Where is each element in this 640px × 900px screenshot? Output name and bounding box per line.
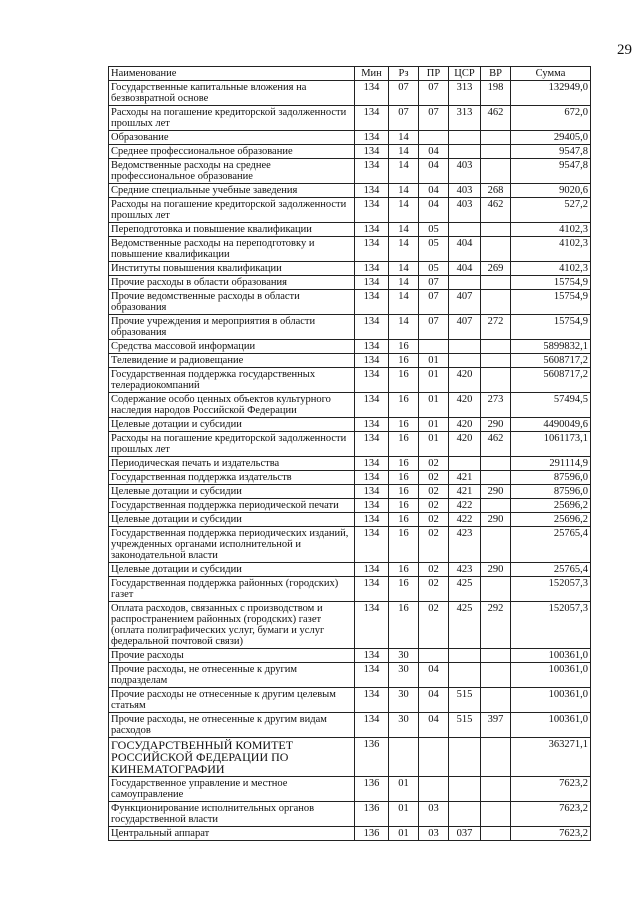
table-row <box>109 340 591 354</box>
cell-pr <box>419 649 449 663</box>
cell-pr: 02 <box>419 527 449 563</box>
table-row <box>109 81 591 106</box>
cell-name: Расходы на погашение кредиторской задолженности прошлых лет <box>109 106 355 131</box>
cell-sum: 29405,0 <box>511 131 591 145</box>
cell-rz: 14 <box>389 159 419 184</box>
table-row <box>109 688 591 713</box>
cell-min: 134 <box>355 184 389 198</box>
cell-vr <box>481 368 511 393</box>
cell-min: 134 <box>355 198 389 223</box>
cell-csr: 422 <box>449 499 481 513</box>
cell-rz: 16 <box>389 418 419 432</box>
cell-pr: 04 <box>419 663 449 688</box>
cell-rz: 16 <box>389 340 419 354</box>
cell-vr: 462 <box>481 106 511 131</box>
cell-csr: 313 <box>449 81 481 106</box>
cell-name: Государственное управление и местное самоуправление <box>109 777 355 802</box>
cell-pr: 04 <box>419 713 449 738</box>
cell-pr: 07 <box>419 290 449 315</box>
cell-csr <box>449 802 481 827</box>
header-min: Мин <box>355 67 389 81</box>
cell-vr <box>481 159 511 184</box>
cell-csr <box>449 223 481 237</box>
cell-name: Государственная поддержка государственных телерадиокомпаний <box>109 368 355 393</box>
cell-pr: 02 <box>419 499 449 513</box>
cell-vr <box>481 471 511 485</box>
cell-name: Ведомственные расходы на переподготовку и повышение квалификации <box>109 237 355 262</box>
cell-csr: 425 <box>449 577 481 602</box>
cell-rz: 16 <box>389 527 419 563</box>
cell-vr: 462 <box>481 432 511 457</box>
table-header-row <box>109 67 591 81</box>
cell-min: 134 <box>355 418 389 432</box>
cell-rz: 01 <box>389 802 419 827</box>
cell-min: 136 <box>355 802 389 827</box>
cell-csr <box>449 131 481 145</box>
cell-min: 134 <box>355 499 389 513</box>
cell-sum: 7623,2 <box>511 827 591 841</box>
cell-pr: 04 <box>419 145 449 159</box>
cell-sum: 4102,3 <box>511 262 591 276</box>
cell-rz: 30 <box>389 663 419 688</box>
cell-csr: 423 <box>449 527 481 563</box>
cell-min: 134 <box>355 368 389 393</box>
cell-name: Государственная поддержка районных (городских) газет <box>109 577 355 602</box>
cell-vr <box>481 688 511 713</box>
cell-min: 134 <box>355 688 389 713</box>
cell-sum: 4490049,6 <box>511 418 591 432</box>
cell-csr: 420 <box>449 432 481 457</box>
cell-rz: 30 <box>389 688 419 713</box>
table-row <box>109 262 591 276</box>
cell-csr: 037 <box>449 827 481 841</box>
cell-rz: 16 <box>389 432 419 457</box>
cell-rz: 16 <box>389 471 419 485</box>
table-row <box>109 738 591 777</box>
cell-name: Периодическая печать и издательства <box>109 457 355 471</box>
cell-rz: 16 <box>389 577 419 602</box>
cell-name: Образование <box>109 131 355 145</box>
cell-name: Оплата расходов, связанных с производством и распространением районных (городских) газет (оплата полиграфических услуг, бумаги и услуг федеральной почтовой связи) <box>109 602 355 649</box>
cell-min: 134 <box>355 290 389 315</box>
cell-csr: 515 <box>449 713 481 738</box>
cell-sum: 15754,9 <box>511 276 591 290</box>
cell-sum: 152057,3 <box>511 602 591 649</box>
cell-rz: 16 <box>389 485 419 499</box>
cell-csr <box>449 738 481 777</box>
cell-name: Расходы на погашение кредиторской задолженности прошлых лет <box>109 198 355 223</box>
cell-pr: 01 <box>419 393 449 418</box>
cell-rz: 16 <box>389 563 419 577</box>
table-row <box>109 577 591 602</box>
cell-min: 136 <box>355 827 389 841</box>
cell-name: Прочие расходы в области образования <box>109 276 355 290</box>
cell-sum: 527,2 <box>511 198 591 223</box>
table-row <box>109 145 591 159</box>
header-rz: Рз <box>389 67 419 81</box>
table-row <box>109 223 591 237</box>
cell-sum: 132949,0 <box>511 81 591 106</box>
cell-min: 134 <box>355 663 389 688</box>
header-csr: ЦСР <box>449 67 481 81</box>
cell-pr: 05 <box>419 262 449 276</box>
table-row <box>109 106 591 131</box>
cell-pr <box>419 777 449 802</box>
cell-sum: 15754,9 <box>511 315 591 340</box>
cell-csr: 403 <box>449 198 481 223</box>
cell-csr <box>449 340 481 354</box>
cell-min: 134 <box>355 340 389 354</box>
cell-min: 134 <box>355 713 389 738</box>
cell-rz: 16 <box>389 354 419 368</box>
table-row <box>109 368 591 393</box>
cell-pr <box>419 131 449 145</box>
cell-rz: 16 <box>389 393 419 418</box>
cell-csr: 421 <box>449 485 481 499</box>
budget-table <box>108 66 591 841</box>
cell-name: Целевые дотации и субсидии <box>109 563 355 577</box>
table-row <box>109 527 591 563</box>
cell-min: 136 <box>355 777 389 802</box>
table-row <box>109 602 591 649</box>
table-row <box>109 198 591 223</box>
cell-pr: 03 <box>419 802 449 827</box>
table-row <box>109 499 591 513</box>
cell-csr: 404 <box>449 237 481 262</box>
cell-vr <box>481 527 511 563</box>
cell-name: Институты повышения квалификации <box>109 262 355 276</box>
cell-sum: 100361,0 <box>511 663 591 688</box>
cell-rz: 16 <box>389 368 419 393</box>
cell-name: Целевые дотации и субсидии <box>109 485 355 499</box>
cell-sum: 4102,3 <box>511 237 591 262</box>
cell-sum: 87596,0 <box>511 471 591 485</box>
cell-vr <box>481 340 511 354</box>
cell-rz: 30 <box>389 713 419 738</box>
cell-min: 134 <box>355 315 389 340</box>
cell-sum: 9547,8 <box>511 145 591 159</box>
cell-vr: 268 <box>481 184 511 198</box>
cell-csr: 407 <box>449 315 481 340</box>
cell-name: Прочие расходы <box>109 649 355 663</box>
cell-vr <box>481 802 511 827</box>
cell-sum: 9547,8 <box>511 159 591 184</box>
page-number: 29 <box>617 42 632 58</box>
cell-sum: 5608717,2 <box>511 368 591 393</box>
cell-name: Переподготовка и повышение квалификации <box>109 223 355 237</box>
cell-min: 134 <box>355 145 389 159</box>
table-row <box>109 563 591 577</box>
cell-rz: 14 <box>389 276 419 290</box>
cell-name: Среднее профессиональное образование <box>109 145 355 159</box>
cell-vr: 290 <box>481 563 511 577</box>
cell-min: 134 <box>355 393 389 418</box>
cell-min: 134 <box>355 457 389 471</box>
table-row <box>109 237 591 262</box>
cell-pr <box>419 340 449 354</box>
cell-sum: 672,0 <box>511 106 591 131</box>
cell-min: 134 <box>355 527 389 563</box>
cell-pr: 05 <box>419 223 449 237</box>
cell-rz <box>389 738 419 777</box>
table-row <box>109 393 591 418</box>
cell-sum: 100361,0 <box>511 649 591 663</box>
table-row <box>109 827 591 841</box>
cell-vr: 272 <box>481 315 511 340</box>
cell-vr <box>481 223 511 237</box>
cell-name: Телевидение и радиовещание <box>109 354 355 368</box>
cell-vr <box>481 145 511 159</box>
cell-min: 134 <box>355 262 389 276</box>
cell-csr <box>449 777 481 802</box>
cell-pr: 01 <box>419 418 449 432</box>
cell-sum: 57494,5 <box>511 393 591 418</box>
cell-name: Прочие ведомственные расходы в области образования <box>109 290 355 315</box>
cell-vr <box>481 131 511 145</box>
cell-name: Целевые дотации и субсидии <box>109 513 355 527</box>
cell-csr: 421 <box>449 471 481 485</box>
cell-csr: 422 <box>449 513 481 527</box>
cell-rz: 01 <box>389 827 419 841</box>
cell-rz: 14 <box>389 262 419 276</box>
cell-min: 134 <box>355 159 389 184</box>
cell-csr <box>449 663 481 688</box>
cell-vr <box>481 827 511 841</box>
cell-min: 134 <box>355 223 389 237</box>
cell-csr: 423 <box>449 563 481 577</box>
cell-vr: 290 <box>481 485 511 499</box>
cell-name: Прочие расходы, не отнесенные к другим видам расходов <box>109 713 355 738</box>
cell-min: 134 <box>355 432 389 457</box>
cell-rz: 14 <box>389 198 419 223</box>
cell-pr: 04 <box>419 688 449 713</box>
table-row <box>109 184 591 198</box>
cell-vr <box>481 237 511 262</box>
cell-csr <box>449 354 481 368</box>
table-row <box>109 290 591 315</box>
cell-csr: 420 <box>449 418 481 432</box>
cell-name: Прочие расходы, не отнесенные к другим подразделам <box>109 663 355 688</box>
cell-min: 134 <box>355 577 389 602</box>
cell-vr: 462 <box>481 198 511 223</box>
cell-rz: 16 <box>389 499 419 513</box>
cell-rz: 14 <box>389 131 419 145</box>
cell-name: Ведомственные расходы на среднее профессиональное образование <box>109 159 355 184</box>
cell-rz: 07 <box>389 81 419 106</box>
cell-pr: 03 <box>419 827 449 841</box>
cell-name: Государственная поддержка издательств <box>109 471 355 485</box>
cell-sum: 4102,3 <box>511 223 591 237</box>
cell-vr <box>481 738 511 777</box>
cell-sum: 25696,2 <box>511 513 591 527</box>
cell-vr: 290 <box>481 513 511 527</box>
cell-min: 134 <box>355 131 389 145</box>
cell-pr: 02 <box>419 471 449 485</box>
cell-vr <box>481 290 511 315</box>
cell-pr: 02 <box>419 513 449 527</box>
cell-pr <box>419 738 449 777</box>
cell-vr: 397 <box>481 713 511 738</box>
cell-vr: 198 <box>481 81 511 106</box>
cell-csr: 420 <box>449 368 481 393</box>
cell-csr: 515 <box>449 688 481 713</box>
cell-min: 134 <box>355 513 389 527</box>
cell-csr <box>449 276 481 290</box>
cell-vr <box>481 663 511 688</box>
cell-csr: 403 <box>449 184 481 198</box>
cell-pr: 07 <box>419 315 449 340</box>
cell-vr <box>481 276 511 290</box>
cell-rz: 07 <box>389 106 419 131</box>
cell-rz: 01 <box>389 777 419 802</box>
cell-name: Средние специальные учебные заведения <box>109 184 355 198</box>
table-row <box>109 131 591 145</box>
cell-name: Средства массовой информации <box>109 340 355 354</box>
cell-min: 134 <box>355 354 389 368</box>
cell-min: 134 <box>355 563 389 577</box>
cell-name: Функционирование исполнительных органов государственной власти <box>109 802 355 827</box>
cell-rz: 14 <box>389 237 419 262</box>
cell-rz: 14 <box>389 290 419 315</box>
cell-csr: 420 <box>449 393 481 418</box>
header-vr: ВР <box>481 67 511 81</box>
cell-vr: 292 <box>481 602 511 649</box>
cell-sum: 100361,0 <box>511 713 591 738</box>
cell-pr: 07 <box>419 276 449 290</box>
cell-sum: 7623,2 <box>511 802 591 827</box>
cell-csr <box>449 457 481 471</box>
cell-sum: 363271,1 <box>511 738 591 777</box>
cell-sum: 25696,2 <box>511 499 591 513</box>
table-row <box>109 457 591 471</box>
cell-min: 134 <box>355 106 389 131</box>
cell-csr <box>449 649 481 663</box>
cell-min: 134 <box>355 237 389 262</box>
header-name: Наименование <box>109 67 355 81</box>
cell-csr: 313 <box>449 106 481 131</box>
table-row <box>109 276 591 290</box>
cell-min: 134 <box>355 602 389 649</box>
cell-min: 134 <box>355 81 389 106</box>
cell-name: Центральный аппарат <box>109 827 355 841</box>
cell-sum: 5899832,1 <box>511 340 591 354</box>
cell-sum: 100361,0 <box>511 688 591 713</box>
cell-vr <box>481 354 511 368</box>
cell-csr: 403 <box>449 159 481 184</box>
cell-vr <box>481 777 511 802</box>
cell-name: Государственные капитальные вложения на безвозвратной основе <box>109 81 355 106</box>
cell-sum: 87596,0 <box>511 485 591 499</box>
table-row <box>109 649 591 663</box>
cell-pr: 04 <box>419 159 449 184</box>
cell-rz: 14 <box>389 223 419 237</box>
cell-vr <box>481 457 511 471</box>
cell-min: 134 <box>355 649 389 663</box>
cell-sum: 15754,9 <box>511 290 591 315</box>
cell-rz: 14 <box>389 145 419 159</box>
cell-pr: 05 <box>419 237 449 262</box>
cell-vr: 269 <box>481 262 511 276</box>
table-row <box>109 485 591 499</box>
cell-pr: 04 <box>419 184 449 198</box>
cell-min: 134 <box>355 276 389 290</box>
cell-rz: 14 <box>389 184 419 198</box>
cell-pr: 02 <box>419 485 449 499</box>
cell-name: Государственная поддержка периодических изданий, учрежденных органами исполнительной и законодательной власти <box>109 527 355 563</box>
cell-min: 136 <box>355 738 389 777</box>
cell-pr: 02 <box>419 457 449 471</box>
cell-vr: 273 <box>481 393 511 418</box>
cell-name: Прочие учреждения и мероприятия в области образования <box>109 315 355 340</box>
cell-name: Целевые дотации и субсидии <box>109 418 355 432</box>
cell-name: Расходы на погашение кредиторской задолженности прошлых лет <box>109 432 355 457</box>
cell-sum: 291114,9 <box>511 457 591 471</box>
cell-pr: 01 <box>419 432 449 457</box>
table-row <box>109 315 591 340</box>
cell-sum: 152057,3 <box>511 577 591 602</box>
table-row <box>109 802 591 827</box>
cell-pr: 01 <box>419 368 449 393</box>
cell-rz: 16 <box>389 457 419 471</box>
table-row <box>109 777 591 802</box>
table-row <box>109 713 591 738</box>
cell-pr: 02 <box>419 563 449 577</box>
header-pr: ПР <box>419 67 449 81</box>
table-row <box>109 471 591 485</box>
cell-rz: 16 <box>389 602 419 649</box>
cell-csr: 407 <box>449 290 481 315</box>
cell-pr: 02 <box>419 577 449 602</box>
table-body <box>109 81 591 841</box>
cell-pr: 02 <box>419 602 449 649</box>
cell-pr: 01 <box>419 354 449 368</box>
cell-pr: 07 <box>419 81 449 106</box>
cell-pr: 04 <box>419 198 449 223</box>
table-row <box>109 159 591 184</box>
cell-min: 134 <box>355 471 389 485</box>
cell-name: ГОСУДАРСТВЕННЫЙ КОМИТЕТ РОССИЙСКОЙ ФЕДЕРАЦИИ ПО КИНЕМАТОГРАФИИ <box>109 738 355 777</box>
cell-name: Содержание особо ценных объектов культурного наследия народов Российской Федерации <box>109 393 355 418</box>
cell-csr: 404 <box>449 262 481 276</box>
cell-sum: 7623,2 <box>511 777 591 802</box>
table-row <box>109 513 591 527</box>
table-row <box>109 354 591 368</box>
cell-min: 134 <box>355 485 389 499</box>
cell-rz: 14 <box>389 315 419 340</box>
cell-sum: 25765,4 <box>511 563 591 577</box>
cell-vr: 290 <box>481 418 511 432</box>
cell-rz: 30 <box>389 649 419 663</box>
cell-vr <box>481 649 511 663</box>
table-row <box>109 418 591 432</box>
table-row <box>109 663 591 688</box>
cell-sum: 5608717,2 <box>511 354 591 368</box>
cell-vr <box>481 499 511 513</box>
cell-sum: 25765,4 <box>511 527 591 563</box>
cell-sum: 9020,6 <box>511 184 591 198</box>
cell-name: Государственная поддержка периодической печати <box>109 499 355 513</box>
header-sum: Сумма <box>511 67 591 81</box>
cell-pr: 07 <box>419 106 449 131</box>
cell-name: Прочие расходы не отнесенные к другим целевым статьям <box>109 688 355 713</box>
cell-csr <box>449 145 481 159</box>
cell-sum: 1061173,1 <box>511 432 591 457</box>
cell-csr: 425 <box>449 602 481 649</box>
cell-rz: 16 <box>389 513 419 527</box>
table-row <box>109 432 591 457</box>
cell-vr <box>481 577 511 602</box>
